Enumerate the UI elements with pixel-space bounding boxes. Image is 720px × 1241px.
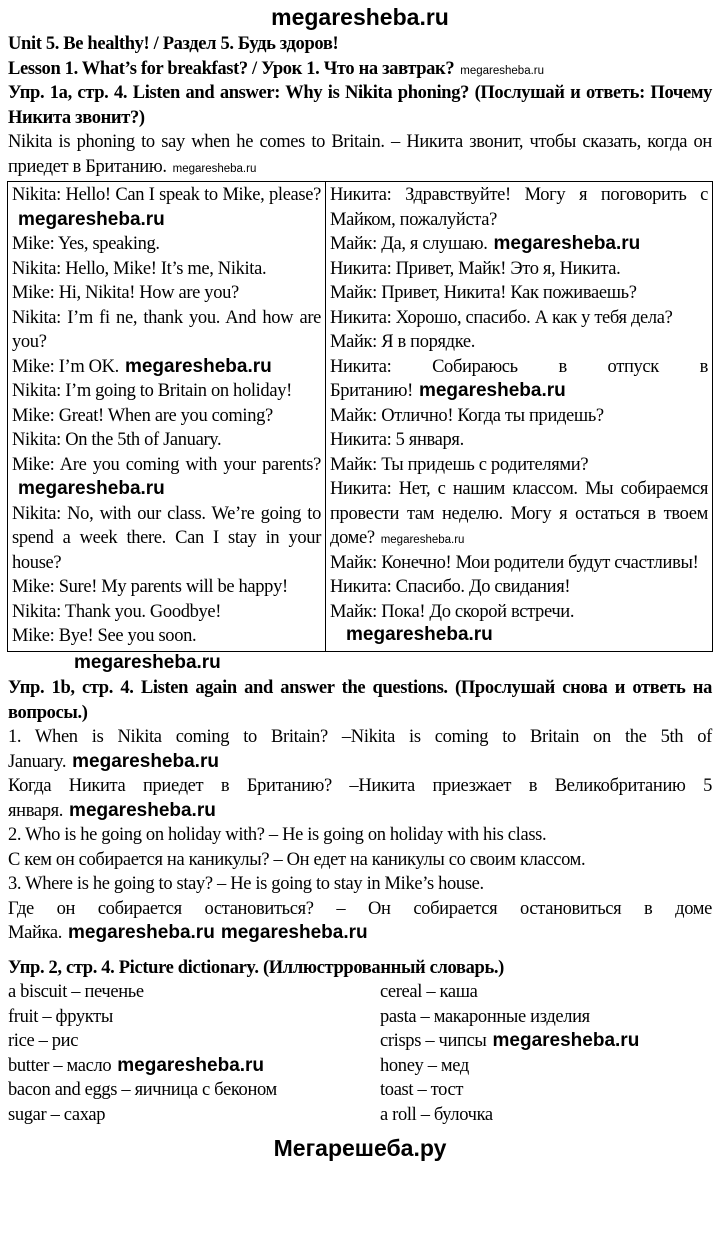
unit-heading: Unit 5. Be healthy! / Раздел 5. Будь здоров! [8, 34, 339, 54]
dialogue-russian [326, 182, 713, 652]
dialogue-line [12, 502, 321, 576]
dialogue-line [330, 453, 708, 478]
watermark: megaresheba.ru [68, 922, 215, 943]
watermark: megaresheba.ru [492, 1030, 640, 1051]
dialogue-line [330, 404, 708, 429]
dialogue-text: Nikita: No, with our class. We’re going to spend a week there. Can I stay in your house? [12, 503, 321, 573]
watermark: megaresheba.ru [380, 534, 465, 546]
dictionary-entry: pasta – макаронные изделия [380, 1006, 590, 1027]
dialogue-line [330, 428, 708, 453]
task-1a-answer-line [8, 130, 712, 179]
dialogue-line [12, 379, 321, 404]
dialogue-text: Mike: Sure! My parents will be happy! [12, 577, 288, 597]
dialogue-text: Mike: I’m OK. [12, 356, 119, 377]
dictionary-entry: butter – масло [8, 1055, 112, 1076]
dictionary-cell [8, 980, 380, 1005]
dialogue-line [12, 257, 321, 282]
task-1a-answer: Nikita is phoning to say when he comes to Britain. – Никита звонит, чтобы сказать, когда он приедет в Британию. [8, 132, 712, 177]
dictionary-entry: cereal – каша [380, 982, 478, 1002]
dialogue-line [330, 600, 708, 625]
dialogue-text: Nikita: Thank you. Goodbye! [12, 601, 222, 622]
dialogue-line [12, 404, 321, 429]
dictionary-row [8, 1029, 712, 1054]
answer-line [8, 848, 712, 873]
dialogue-text: Nikita: Hello, Mike! It’s me, Nikita. [12, 258, 267, 279]
dialogue-line [330, 232, 708, 257]
task-1b-heading: Упр. 1b, стр. 4. Listen again and answer the questions. (Прослушай снова и ответь на вопросы.) [8, 678, 712, 723]
dialogue-line [12, 232, 321, 257]
watermark: megaresheba.ru [124, 355, 272, 377]
dialogue-line [330, 355, 708, 404]
answer-text: 1. When is Nikita coming to Britain? –Nikita is coming to Britain on the 5th of January. [8, 727, 712, 772]
dictionary-row [8, 1054, 712, 1079]
dictionary-cell [8, 1103, 380, 1128]
dictionary-row [8, 1078, 712, 1103]
section-1b [8, 676, 712, 946]
dialogue-text: Майк: Конечно! Мои родители будут счастливы! [330, 552, 699, 573]
dialogue-text: Майк: Ты придешь с родителями? [330, 454, 589, 475]
watermark: megaresheba.ru [69, 799, 216, 821]
dialogue-text: Mike: Hi, Nikita! How are you? [12, 283, 239, 303]
watermark: megaresheba.ru [418, 380, 566, 401]
dialogue-line [330, 575, 708, 600]
dictionary-entry: crisps – чипсы [380, 1031, 487, 1051]
dialogue-line [12, 428, 321, 453]
dialogue-table [7, 181, 713, 652]
watermark: megaresheba.ru [346, 624, 493, 645]
dialogue-line [12, 575, 321, 600]
answer-line [8, 897, 712, 946]
dialogue-text: Mike: Bye! See you soon. [12, 626, 197, 646]
dictionary-cell [8, 1078, 380, 1103]
dialogue-line [12, 355, 321, 380]
dialogue-text: Никита: Собираюсь в отпуск в Британию! [330, 356, 708, 401]
answer-line [8, 774, 712, 823]
dialogue-text: Майк: Пока! До скорой встречи. [330, 601, 575, 622]
dictionary-row [8, 1103, 712, 1128]
task-1a-heading: Упр. 1a, стр. 4. Listen and answer: Why is Nikita phoning? (Послушай и ответь: Почему Никита звонит?) [8, 83, 712, 128]
dialogue-english [8, 182, 326, 652]
dialogue-line [12, 183, 321, 232]
answer-line [8, 872, 712, 897]
dictionary-row [8, 1005, 712, 1030]
dialogue-text: Майк: Я в порядке. [330, 332, 476, 352]
watermark-line [330, 624, 708, 646]
dictionary-row [8, 980, 712, 1005]
dialogue-line [330, 281, 708, 306]
dialogue-text: Майк: Да, я слушаю. [330, 234, 488, 254]
dialogue-text: Mike: Great! When are you coming? [12, 405, 273, 426]
dictionary-entry: rice – рис [8, 1031, 79, 1051]
dialogue-line [12, 453, 321, 502]
watermark: megaresheba.ru [74, 651, 221, 673]
dialogue-line [330, 257, 708, 282]
site-footer: Мегарешеба.ру [273, 1135, 447, 1161]
answer-text: Где он собирается остановиться? – Он собирается остановиться в доме Майка. [8, 898, 712, 943]
dialogue-text: Никита: Здравствуйте! Могу я поговорить с Майком, пожалуйста? [330, 185, 708, 230]
watermark: megaresheba.ru [460, 64, 545, 77]
section-1a [8, 32, 712, 179]
dictionary-cell [8, 1054, 380, 1079]
answer-line [8, 823, 712, 848]
dialogue-line [12, 600, 321, 625]
dictionary-entry: honey – мед [380, 1055, 469, 1076]
dictionary-cell [380, 1078, 712, 1103]
dictionary-entry: sugar – сахар [8, 1104, 106, 1125]
answer-text: Когда Никита приедет в Британию? –Никита приезжает в Великобританию 5 января. [8, 776, 712, 821]
dialogue-text: Никита: Хорошо, спасибо. А как у тебя дела? [330, 307, 673, 328]
dictionary-cell [380, 1054, 712, 1079]
watermark: megaresheba.ru [18, 478, 165, 499]
dialogue-line [330, 477, 708, 551]
watermark: megaresheba.ru [172, 162, 257, 175]
dialogue-text: Nikita: I’m going to Britain on holiday! [12, 381, 292, 401]
dictionary-entry: bacon and eggs – яичница с беконом [8, 1080, 277, 1100]
dictionary-entry: a roll – булочка [380, 1104, 493, 1125]
watermark: megaresheba.ru [493, 233, 641, 254]
dialogue-text: Никита: Привет, Майк! Это я, Никита. [330, 258, 621, 279]
dictionary-cell [8, 1029, 380, 1054]
answer-text: 2. Who is he going on holiday with? – He is going on holiday with his class. [8, 825, 547, 845]
dialogue-text: Nikita: Hello! Can I speak to Mike, please? [12, 185, 321, 205]
watermark: megaresheba.ru [18, 208, 165, 230]
dialogue-line [330, 183, 708, 232]
dialogue-text: Никита: 5 января. [330, 430, 464, 450]
dictionary-cell [380, 1005, 712, 1030]
site-header: megaresheba.ru [271, 4, 449, 30]
answer-line [8, 725, 712, 774]
answer-text: 3. Where is he going to stay? – He is going to stay in Mike’s house. [8, 874, 484, 894]
dictionary-cell [380, 980, 712, 1005]
dictionary-entry: fruit – фрукты [8, 1006, 113, 1027]
dialogue-line [12, 624, 321, 649]
dialogue-text: Mike: Are you coming with your parents? [12, 454, 321, 475]
dialogue-line [330, 551, 708, 576]
dictionary-entry: a biscuit – печенье [8, 982, 144, 1002]
dialogue-line [12, 306, 321, 355]
dialogue-text: Майк: Отлично! Когда ты придешь? [330, 405, 604, 426]
lesson-heading: Lesson 1. What’s for breakfast? / Урок 1. Что на завтрак? [8, 58, 455, 79]
dialogue-text: Nikita: I’m fi ne, thank you. And how are you? [12, 307, 321, 352]
dialogue-text: Никита: Спасибо. До свидания! [330, 577, 571, 597]
dictionary-cell [8, 1005, 380, 1030]
dialogue-text: Mike: Yes, speaking. [12, 234, 160, 254]
dialogue-line [330, 330, 708, 355]
watermark-row [8, 652, 720, 677]
dialogue-text: Никита: Нет, с нашим классом. Мы собираемся провести там неделю. Могу я остаться в твоем доме? [330, 479, 708, 548]
dictionary-cell [380, 1029, 712, 1054]
dialogue-line [12, 281, 321, 306]
dictionary-cell [380, 1103, 712, 1128]
dialogue-line [330, 306, 708, 331]
answer-text: С кем он собирается на каникулы? – Он едет на каникулы со своим классом. [8, 849, 586, 870]
watermark: megaresheba.ru [220, 922, 368, 943]
task-2-heading: Упр. 2, стр. 4. Picture dictionary. (Иллюстррованный словарь.) [8, 957, 504, 978]
watermark: megaresheba.ru [117, 1054, 265, 1076]
dictionary-entry: toast – тост [380, 1080, 464, 1100]
dialogue-text: Майк: Привет, Никита! Как поживаешь? [330, 283, 637, 303]
watermark: megaresheba.ru [72, 750, 219, 772]
dialogue-text: Nikita: On the 5th of January. [12, 430, 222, 450]
lesson-heading-line [8, 57, 712, 82]
picture-dictionary [8, 980, 712, 1127]
